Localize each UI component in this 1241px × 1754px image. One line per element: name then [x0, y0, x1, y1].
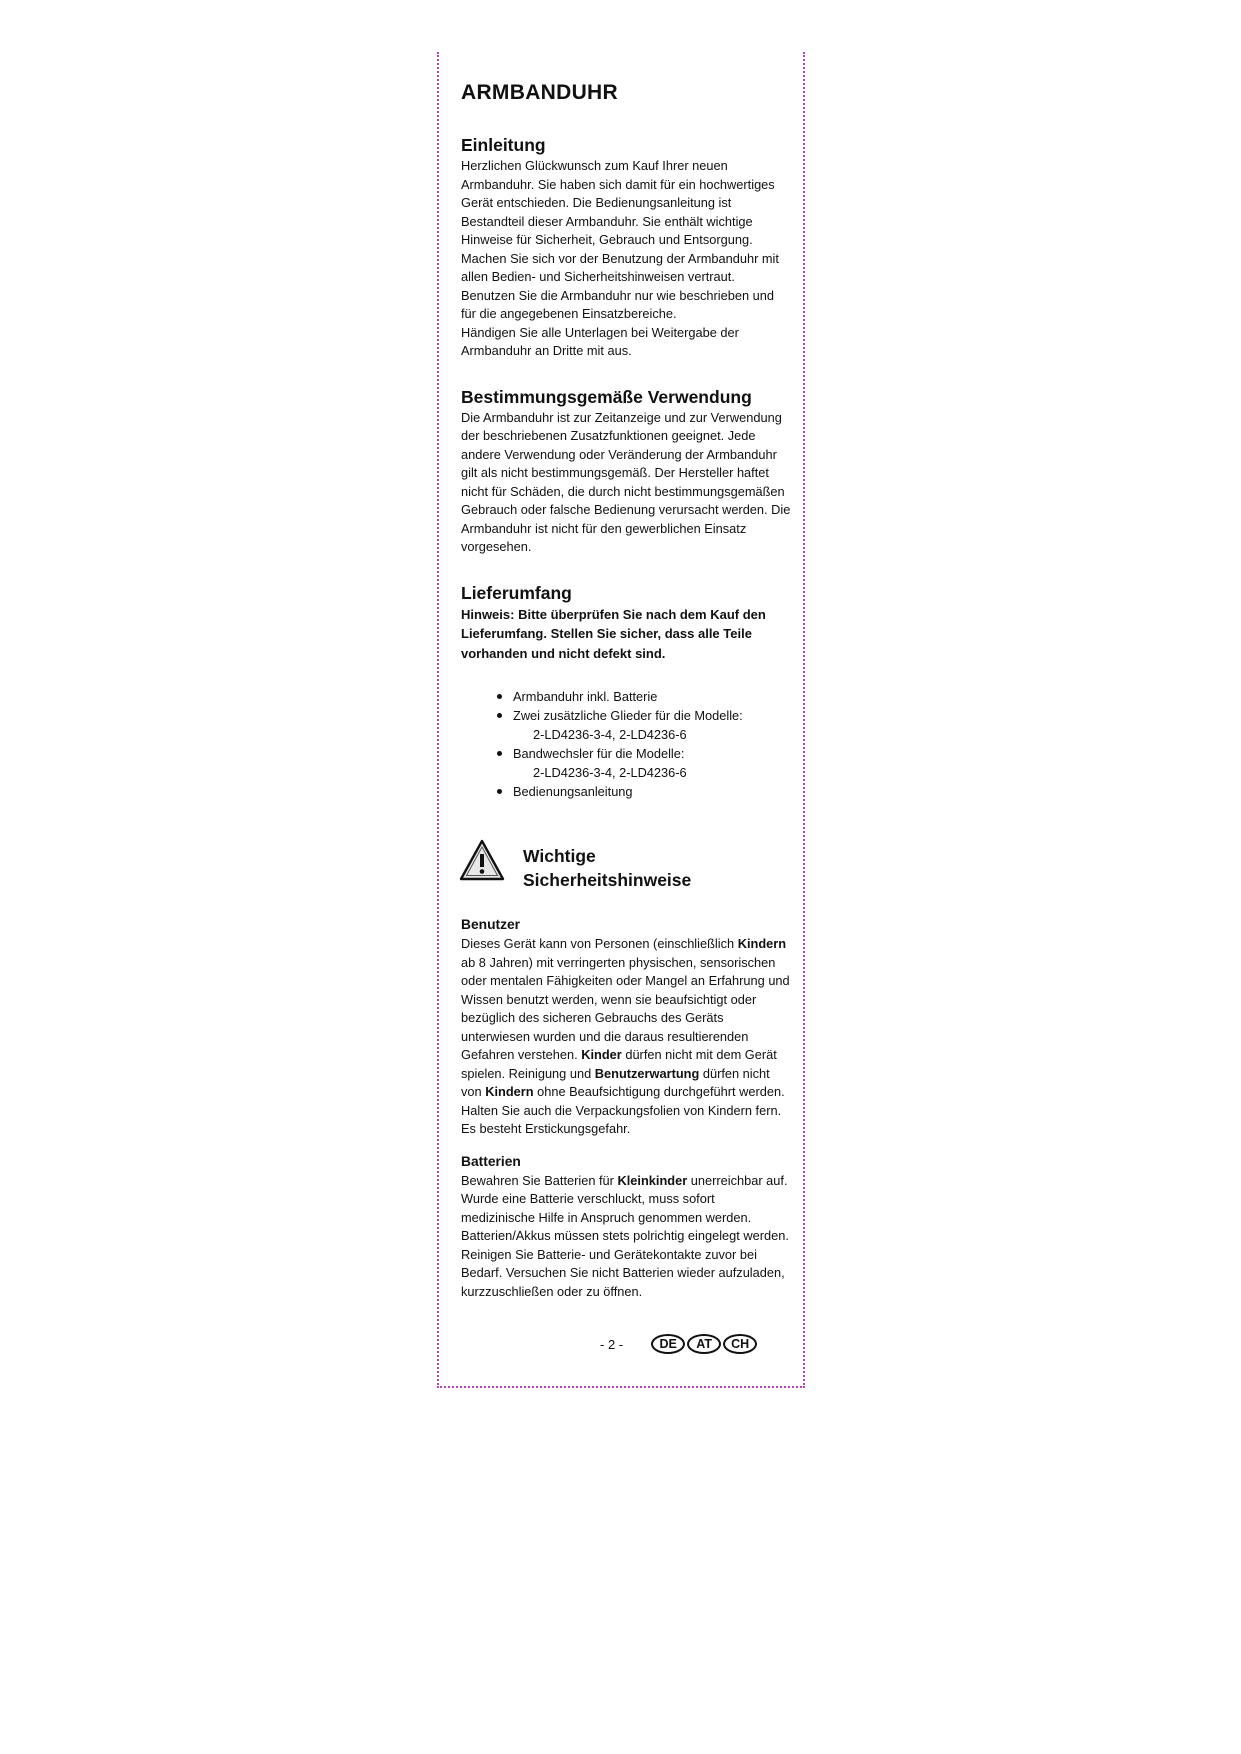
- safety-heading-block: [461, 839, 791, 892]
- section-heading-einleitung: Einleitung: [461, 135, 546, 156]
- document-title: ARMBANDUHR: [461, 81, 618, 104]
- warning-triangle-icon: [459, 839, 505, 881]
- page-footer: [600, 1332, 790, 1356]
- list-item: Bandwechsler für die Modelle: 2-LD4236-3-4, 2-LD4236-6: [461, 744, 791, 782]
- list-item: Armbanduhr inkl. Batterie: [461, 687, 791, 706]
- country-badge-de: DE: [651, 1334, 685, 1354]
- section-lieferumfang: [461, 583, 791, 802]
- section-heading-lieferumfang: Lieferumfang: [461, 582, 572, 603]
- batterien-paragraph: Bewahren Sie Batterien für Kleinkinder unerreichbar auf. Wurde eine Batterie verschluckt, muss sofort medizinische Hilfe in Anspruch genommen werden. Batterien/Akkus müssen stets polrichtig eingelegt werden. Reinigen Sie Batterie- und Gerätekontakte zuvor bei Bedarf. Versuchen Sie nicht Batterien wieder aufzuladen, kurzzuschließen oder zu öffnen.: [461, 1172, 789, 1299]
- verwendung-paragraph: Die Armbanduhr ist zur Zeitanzeige und zur Verwendung der beschriebenen Zusatzfunktionen geeignet. Jede andere Verwendung oder Veränderung der Armbanduhr gilt als nicht bestimmungsgemäß. Der Hersteller haftet nicht für Schäden, die durch nicht bestimmungsgemäßen Gebrauch oder falsche Bedienung verursacht werden. Die Armbanduhr ist nicht für den gewerblichen Einsatz vorgesehen.: [461, 409, 791, 555]
- subsection-benutzer: [461, 916, 791, 1139]
- lieferumfang-note: Hinweis: Bitte überprüfen Sie nach dem Kauf den Lieferumfang. Stellen Sie sicher, dass alle Teile vorhanden und nicht defekt sind.: [461, 606, 766, 661]
- country-badge-at: AT: [687, 1334, 721, 1354]
- section-heading-verwendung: Bestimmungsgemäße Verwendung: [461, 386, 752, 407]
- subheading-batterien: Batterien: [461, 1153, 521, 1169]
- subsection-batterien: [461, 1153, 791, 1302]
- list-item: Bedienungsanleitung: [461, 782, 791, 801]
- page-number: - 2 -: [600, 1336, 624, 1352]
- page-content: [461, 80, 791, 1315]
- section-einleitung: [461, 135, 791, 361]
- einleitung-paragraph: Herzlichen Glückwunsch zum Kauf Ihrer neuen Armbanduhr. Sie haben sich damit für ein hochwertiges Gerät entschieden. Die Bedienungsanleitung ist Bestandteil dieser Armbanduhr. Sie enthält wichtige Hinweise für Sicherheit, Gebrauch und Entsorgung. Machen Sie sich vor der Benutzung der Armbanduhr mit allen Bedien- und Sicherheitshinweisen vertraut. Benutzen Sie die Armbanduhr nur wie beschrieben und für die angegebenen Einsatzbereiche. Händigen Sie alle Unterlagen bei Weitergabe der Armbanduhr an Dritte mit aus.: [461, 158, 779, 359]
- benutzer-paragraph: Dieses Gerät kann von Personen (einschließlich Kindern ab 8 Jahren) mit verringerten physischen, sensorischen oder mentalen Fähigkeiten oder Mangel an Erfahrung und Wissen benutzt werden, wenn sie beaufsichtigt oder bezüglich des sicheren Gebrauchs des Geräts unterwiesen wurden und die daraus resultierenden Gefahren verstehen. Kinder dürfen nicht mit dem Gerät spielen. Reinigung und Benutzerwartung dürfen nicht von Kindern ohne Beaufsichtigung durchgeführt werden. Halten Sie auch die Verpackungsfolien von Kindern fern. Es besteht Erstickungsgefahr.: [461, 936, 790, 1137]
- safety-heading: Wichtige Sicherheitshinweise: [523, 846, 692, 890]
- country-badge-ch: CH: [723, 1334, 757, 1354]
- list-item: Zwei zusätzliche Glieder für die Modelle: 2-LD4236-3-4, 2-LD4236-6: [461, 706, 791, 744]
- lieferumfang-list: [461, 687, 791, 801]
- subheading-benutzer: Benutzer: [461, 917, 521, 933]
- section-verwendung: [461, 387, 791, 557]
